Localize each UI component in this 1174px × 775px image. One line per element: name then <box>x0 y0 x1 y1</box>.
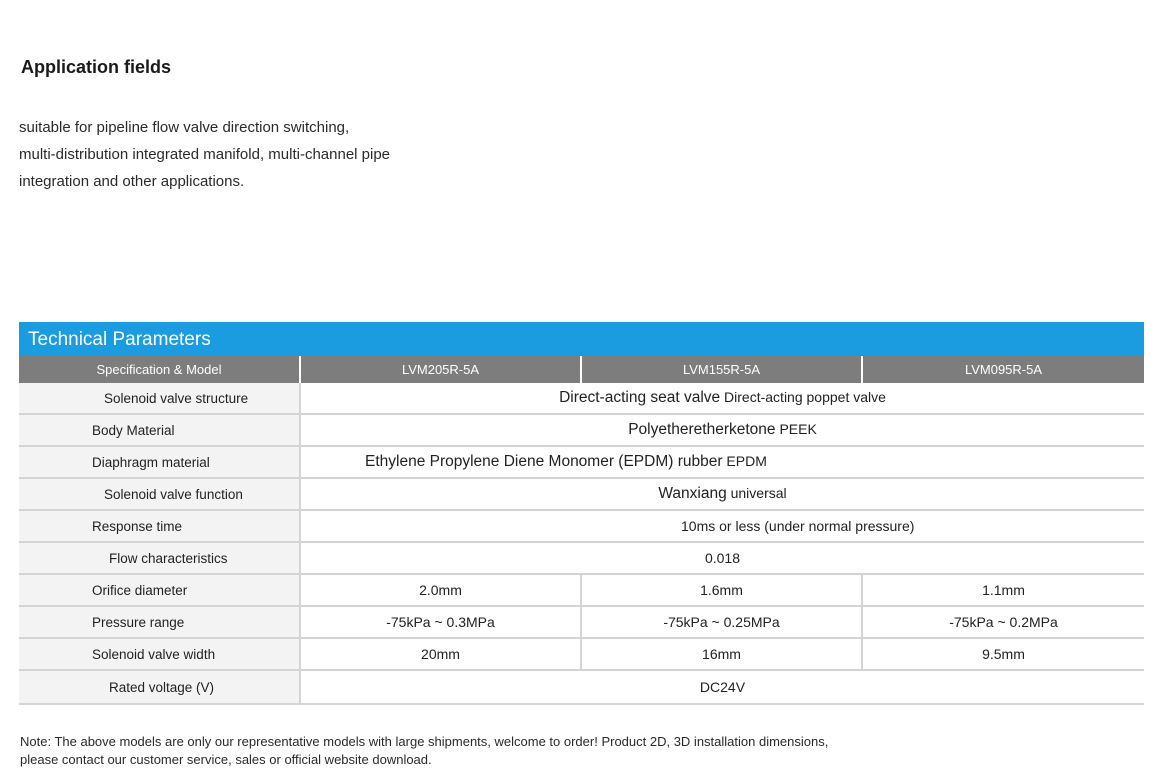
table-row <box>19 638 1144 670</box>
application-line: multi-distribution integrated manifold, multi-channel pipe <box>19 146 391 163</box>
column-header-spec: Specification & Model <box>19 356 300 383</box>
application-line: integration and other applications. <box>19 173 245 190</box>
row-label: Orifice diameter <box>19 574 300 606</box>
column-header-model-1: LVM205R-5A <box>300 356 581 383</box>
row-label: Body Material <box>19 414 300 446</box>
row-value: 9.5mm <box>862 638 1144 670</box>
row-label: Solenoid valve structure <box>19 383 300 414</box>
row-value: Polyetheretherketone PEEK <box>300 414 1144 446</box>
row-label: Pressure range <box>19 606 300 638</box>
parameters-table <box>19 356 1144 705</box>
row-value: Wanxiang universal <box>300 478 1144 510</box>
row-value: 20mm <box>300 638 581 670</box>
column-header-model-2: LVM155R-5A <box>581 356 862 383</box>
application-description <box>19 114 489 195</box>
row-value: 0.018 <box>300 542 1144 574</box>
table-row <box>19 542 1144 574</box>
table-row <box>19 510 1144 542</box>
technical-parameters-section <box>19 322 1144 705</box>
table-row <box>19 606 1144 638</box>
row-label: Rated voltage (V) <box>19 670 300 704</box>
row-value: 10ms or less (under normal pressure) <box>300 510 1144 542</box>
row-value: Direct-acting seat valve Direct-acting poppet valve <box>300 383 1144 414</box>
footnote <box>20 733 1020 769</box>
application-fields-title: Application fields <box>21 57 172 77</box>
column-header-model-3: LVM095R-5A <box>862 356 1144 383</box>
row-value: 16mm <box>581 638 862 670</box>
application-line: suitable for pipeline flow valve direction switching, <box>19 119 350 136</box>
row-label: Diaphragm material <box>19 446 300 478</box>
table-row <box>19 574 1144 606</box>
row-value: -75kPa ~ 0.2MPa <box>862 606 1144 638</box>
row-value: Ethylene Propylene Diene Monomer (EPDM) rubber EPDM <box>300 446 1144 478</box>
table-row <box>19 414 1144 446</box>
row-label: Solenoid valve width <box>19 638 300 670</box>
row-value: 1.6mm <box>581 574 862 606</box>
table-row <box>19 446 1144 478</box>
row-value: -75kPa ~ 0.25MPa <box>581 606 862 638</box>
row-label: Solenoid valve function <box>19 478 300 510</box>
row-value: 1.1mm <box>862 574 1144 606</box>
row-label: Response time <box>19 510 300 542</box>
table-header-row <box>19 356 1144 383</box>
technical-parameters-title: Technical Parameters <box>19 322 1144 356</box>
row-value: -75kPa ~ 0.3MPa <box>300 606 581 638</box>
footnote-line: Note: The above models are only our representative models with large shipments, welcome to order! Product 2D, 3D installation dimensions, <box>20 734 829 749</box>
row-label: Flow characteristics <box>19 542 300 574</box>
footnote-line: please contact our customer service, sales or official website download. <box>20 752 432 767</box>
table-row <box>19 383 1144 414</box>
row-value: DC24V <box>300 670 1144 704</box>
table-row <box>19 670 1144 704</box>
table-row <box>19 478 1144 510</box>
row-value: 2.0mm <box>300 574 581 606</box>
